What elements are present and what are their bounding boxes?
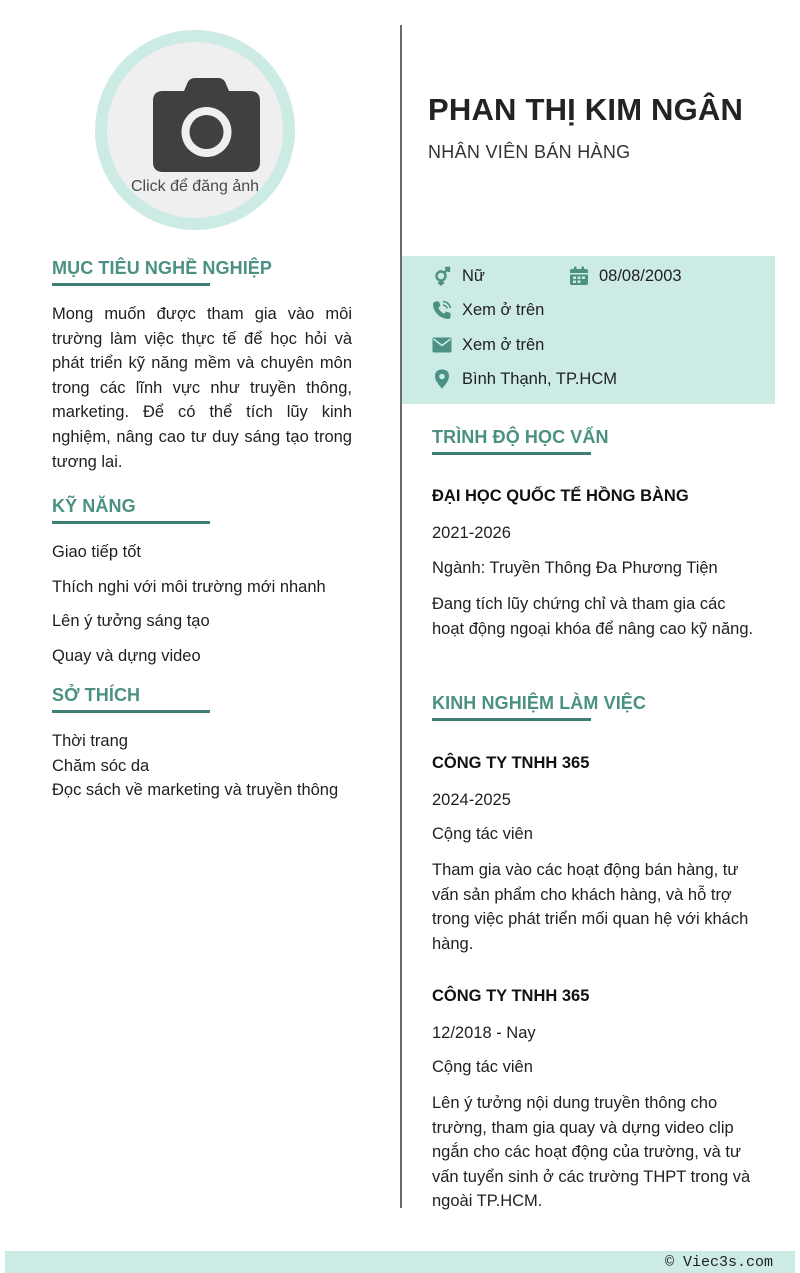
education-period: 2021-2026 [432, 524, 511, 542]
candidate-role: NHÂN VIÊN BÁN HÀNG [428, 142, 631, 162]
camera-icon [153, 78, 260, 173]
section-underline [52, 283, 210, 286]
contact-email [432, 335, 544, 355]
hobbies-title: SỞ THÍCH [52, 685, 141, 705]
contact-phone [432, 300, 544, 320]
skill-item: Lên ý tưởng sáng tạo [52, 612, 210, 631]
skill-item: Thích nghi với môi trường mới nhanh [52, 577, 326, 596]
education-description: Đang tích lũy chứng chỉ và tham gia các hoạt động ngoại khóa để nâng cao kỹ năng. [432, 595, 754, 638]
email-icon [432, 335, 452, 355]
education-major: Ngành: Truyền Thông Đa Phương Tiện [432, 559, 718, 577]
photo-placeholder[interactable] [107, 42, 283, 218]
skills-title: KỸ NĂNG [52, 496, 136, 516]
section-underline [52, 521, 210, 524]
education-school: ĐẠI HỌC QUỐC TẾ HỒNG BÀNG [432, 487, 689, 505]
skills-section [52, 496, 352, 678]
hobby-item: Chăm sóc da [52, 756, 150, 775]
skill-item: Giao tiếp tốt [52, 543, 141, 561]
gender-icon [432, 266, 452, 286]
objective-text: Mong muốn được tham gia vào môi trường làm việc thực tế để học hỏi và phát triển kỹ năng mềm và chuyên môn trong các lĩnh vực như truyền thông, marketing. Để có thể tích lũy kinh nghiệm, nâng cao tư duy sáng tạo trong tương lai. [52, 305, 352, 471]
job-period: 12/2018 - Nay [432, 1024, 536, 1042]
hobbies-section [52, 685, 372, 803]
profile-photo-upload[interactable] [95, 30, 295, 230]
job-description: Lên ý tưởng nội dung truyền thông cho trường, tham gia quay và dựng video clip ngắn cho các hoạt động của trường, và tư vấn tuyển sinh ở các trường THPT trong và ngoài TP.HCM. [432, 1094, 751, 1211]
address-value: Bình Thạnh, TP.HCM [462, 369, 618, 388]
job-description: Tham gia vào các hoạt động bán hàng, tư vấn sản phẩm cho khách hàng, và hỗ trợ trong việc phát triển mối quan hệ với khách hàng. [432, 861, 749, 953]
section-underline [52, 710, 210, 713]
contact-birthday [569, 266, 682, 286]
location-pin-icon [432, 369, 452, 389]
education-title: TRÌNH ĐỘ HỌC VẤN [432, 427, 609, 447]
job-position: Cộng tác viên [432, 825, 533, 843]
candidate-name: PHAN THỊ KIM NGÂN [428, 92, 744, 127]
footer-copyright: © Viec3s.com [664, 1254, 773, 1271]
gender-value: Nữ [462, 266, 485, 285]
phone-value: Xem ở trên [462, 300, 545, 319]
hobby-item: Đọc sách về marketing và truyền thông [52, 781, 339, 800]
phone-icon [432, 300, 452, 320]
hobby-item: Thời trang [52, 732, 128, 750]
section-underline [432, 718, 591, 721]
education-section [432, 427, 762, 455]
job-company: CÔNG TY TNHH 365 [432, 987, 590, 1005]
job-company: CÔNG TY TNHH 365 [432, 754, 590, 772]
column-divider [400, 25, 402, 1208]
contact-info [402, 256, 775, 404]
calendar-icon [569, 266, 589, 286]
job-position: Cộng tác viên [432, 1058, 533, 1076]
footer-bar [5, 1251, 795, 1273]
birthday-value: 08/08/2003 [599, 266, 682, 285]
objective-title: MỤC TIÊU NGHỀ NGHIỆP [52, 258, 273, 278]
experience-title: KINH NGHIỆM LÀM VIỆC [432, 693, 647, 713]
job-period: 2024-2025 [432, 791, 511, 809]
email-value: Xem ở trên [462, 335, 545, 354]
contact-address [432, 369, 617, 389]
contact-gender [432, 266, 485, 286]
section-underline [432, 452, 591, 455]
experience-section [432, 693, 762, 721]
objective-section [52, 258, 352, 474]
photo-caption: Click để đăng ảnh [130, 178, 260, 195]
skill-item: Quay và dựng video [52, 646, 201, 665]
